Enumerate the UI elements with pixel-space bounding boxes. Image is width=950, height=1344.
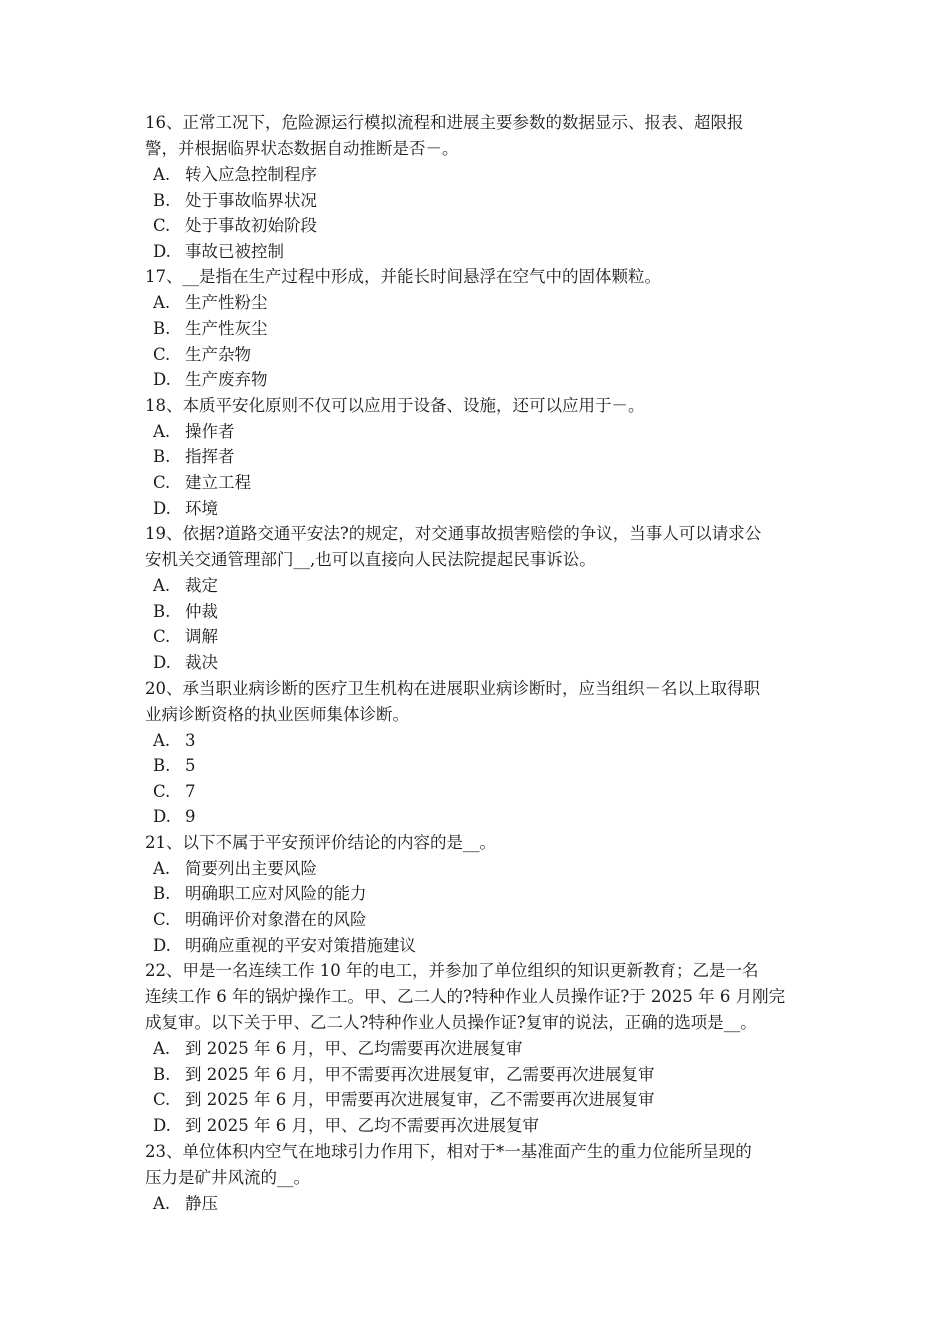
option-letter: C.: [153, 1090, 171, 1110]
option-text: 生产性粉尘: [185, 293, 268, 313]
answer-option: [145, 1062, 825, 1088]
question-stem-line: 23、单位体积内空气在地球引力作用下，相对于*一基准面产生的重力位能所呈现的: [145, 1141, 752, 1161]
question-block: [145, 1139, 825, 1217]
option-text: 生产杂物: [185, 344, 251, 364]
question-stem-line: 连续工作 6 年的锅炉操作工。甲、乙二人的?特种作业人员操作证?于 2025 年 6 月刚完: [145, 987, 786, 1007]
question-stem-line: 17、__是指在生产过程中形成，并能长时间悬浮在空气中的固体颗粒。: [145, 267, 661, 287]
answer-option: [145, 573, 825, 599]
option-text: 事故已被控制: [185, 241, 284, 261]
option-text: 操作者: [185, 421, 235, 441]
option-letter: B.: [153, 190, 171, 210]
question-block: [145, 264, 825, 392]
option-letter: C.: [153, 472, 171, 492]
option-letter: A.: [153, 165, 171, 184]
question-block: [145, 830, 825, 958]
answer-option: [145, 1191, 825, 1217]
option-letter: D.: [153, 370, 171, 390]
option-letter: A.: [153, 858, 171, 878]
answer-option: [145, 1036, 825, 1062]
question-stem-line: 压力是矿井风流的__。: [145, 1167, 310, 1187]
option-letter: D.: [153, 1116, 171, 1136]
option-text: 处于事故初始阶段: [185, 216, 317, 236]
question-stem-line: 21、以下不属于平安预评价结论的内容的是__。: [145, 832, 496, 852]
option-text: 仲裁: [185, 601, 218, 621]
option-letter: B.: [153, 318, 171, 338]
option-text: 明确应重视的平安对策措施建议: [185, 935, 416, 955]
option-letter: B.: [153, 447, 171, 467]
option-text: 简要列出主要风险: [185, 858, 317, 878]
option-letter: A.: [153, 576, 171, 596]
answer-option: [145, 1087, 825, 1113]
question-stem-line: 警，并根据临界状态数据自动推断是否－。: [145, 139, 459, 158]
question-stem-line: 18、本质平安化原则不仅可以应用于设备、设施，还可以应用于－。: [145, 395, 645, 415]
answer-option: [145, 881, 825, 907]
option-letter: D.: [153, 498, 171, 518]
answer-option: [145, 444, 825, 470]
option-letter: D.: [153, 935, 171, 955]
option-letter: A.: [153, 293, 171, 313]
question-stem-line: 安机关交通管理部门__,也可以直接向人民法院提起民事诉讼。: [145, 550, 596, 570]
option-letter: B.: [153, 1064, 171, 1084]
answer-option: [145, 496, 825, 522]
question-stem-line: 20、承当职业病诊断的医疗卫生机构在进展职业病诊断时，应当组织－名以上取得职: [145, 678, 760, 698]
option-letter: A.: [153, 421, 171, 441]
option-text: 明确职工应对风险的能力: [185, 884, 367, 904]
option-text: 9: [185, 807, 196, 827]
option-letter: D.: [153, 652, 171, 672]
option-letter: B.: [153, 756, 171, 776]
question-block: [145, 958, 825, 1138]
option-text: 5: [185, 756, 196, 776]
question-stem-line: 16、正常工况下，危险源运行模拟流程和进展主要参数的数据显示、报表、超限报: [145, 113, 744, 132]
option-letter: D.: [153, 807, 171, 827]
answer-option: [145, 804, 825, 830]
question-stem-line: 成复审。以下关于甲、乙二人?特种作业人员操作证?复审的说法，正确的选项是__。: [145, 1013, 757, 1033]
option-text: 指挥者: [185, 447, 235, 467]
answer-option: [145, 779, 825, 805]
option-text: 到 2025 年 6 月，甲需要再次进展复审，乙不需要再次进展复审: [185, 1090, 655, 1110]
question-stem-line: 22、甲是一名连续工作 10 年的电工，并参加了单位组织的知识更新教育；乙是一名: [145, 961, 759, 981]
option-text: 生产性灰尘: [185, 318, 268, 338]
answer-option: [145, 213, 825, 239]
answer-option: [145, 470, 825, 496]
answer-option: [145, 1113, 825, 1139]
answer-option: [145, 728, 825, 754]
question-block: [145, 521, 825, 675]
option-text: 环境: [185, 498, 218, 518]
option-letter: B.: [153, 884, 171, 904]
option-text: 处于事故临界状况: [185, 190, 317, 210]
option-letter: C.: [153, 627, 171, 647]
option-text: 裁决: [185, 652, 218, 672]
answer-option: [145, 933, 825, 959]
option-text: 建立工程: [185, 472, 251, 492]
answer-option: [145, 624, 825, 650]
option-text: 转入应急控制程序: [185, 165, 317, 184]
option-text: 到 2025 年 6 月，甲、乙均不需要再次进展复审: [185, 1116, 539, 1136]
option-letter: B.: [153, 601, 171, 621]
question-list: [145, 110, 825, 1216]
answer-option: [145, 753, 825, 779]
option-text: 到 2025 年 6 月，甲不需要再次进展复审，乙需要再次进展复审: [185, 1064, 655, 1084]
option-letter: C.: [153, 344, 171, 364]
answer-option: [145, 367, 825, 393]
answer-option: [145, 650, 825, 676]
option-text: 裁定: [185, 576, 218, 596]
option-text: 调解: [185, 627, 218, 647]
answer-option: [145, 342, 825, 368]
question-stem-line: 19、依据?道路交通平安法?的规定，对交通事故损害赔偿的争议，当事人可以请求公: [145, 524, 762, 544]
option-text: 3: [185, 730, 196, 750]
answer-option: [145, 239, 825, 265]
answer-option: [145, 290, 825, 316]
question-block: [145, 393, 825, 521]
option-letter: A.: [153, 1193, 171, 1213]
option-letter: C.: [153, 216, 171, 236]
answer-option: [145, 907, 825, 933]
option-text: 静压: [185, 1193, 218, 1213]
answer-option: [145, 856, 825, 882]
option-text: 到 2025 年 6 月，甲、乙均需要再次进展复审: [185, 1039, 523, 1059]
answer-option: [145, 162, 825, 188]
option-letter: A.: [153, 730, 171, 750]
option-letter: C.: [153, 910, 171, 930]
option-letter: A.: [153, 1039, 171, 1059]
answer-option: [145, 419, 825, 445]
answer-option: [145, 188, 825, 214]
answer-option: [145, 599, 825, 625]
answer-option: [145, 316, 825, 342]
question-block: [145, 110, 825, 264]
option-text: 7: [185, 781, 196, 801]
option-text: 明确评价对象潜在的风险: [185, 910, 367, 930]
option-letter: C.: [153, 781, 171, 801]
question-stem-line: 业病诊断资格的执业医师集体诊断。: [145, 704, 409, 724]
option-letter: D.: [153, 241, 171, 261]
question-block: [145, 676, 825, 830]
option-text: 生产废弃物: [185, 370, 268, 390]
